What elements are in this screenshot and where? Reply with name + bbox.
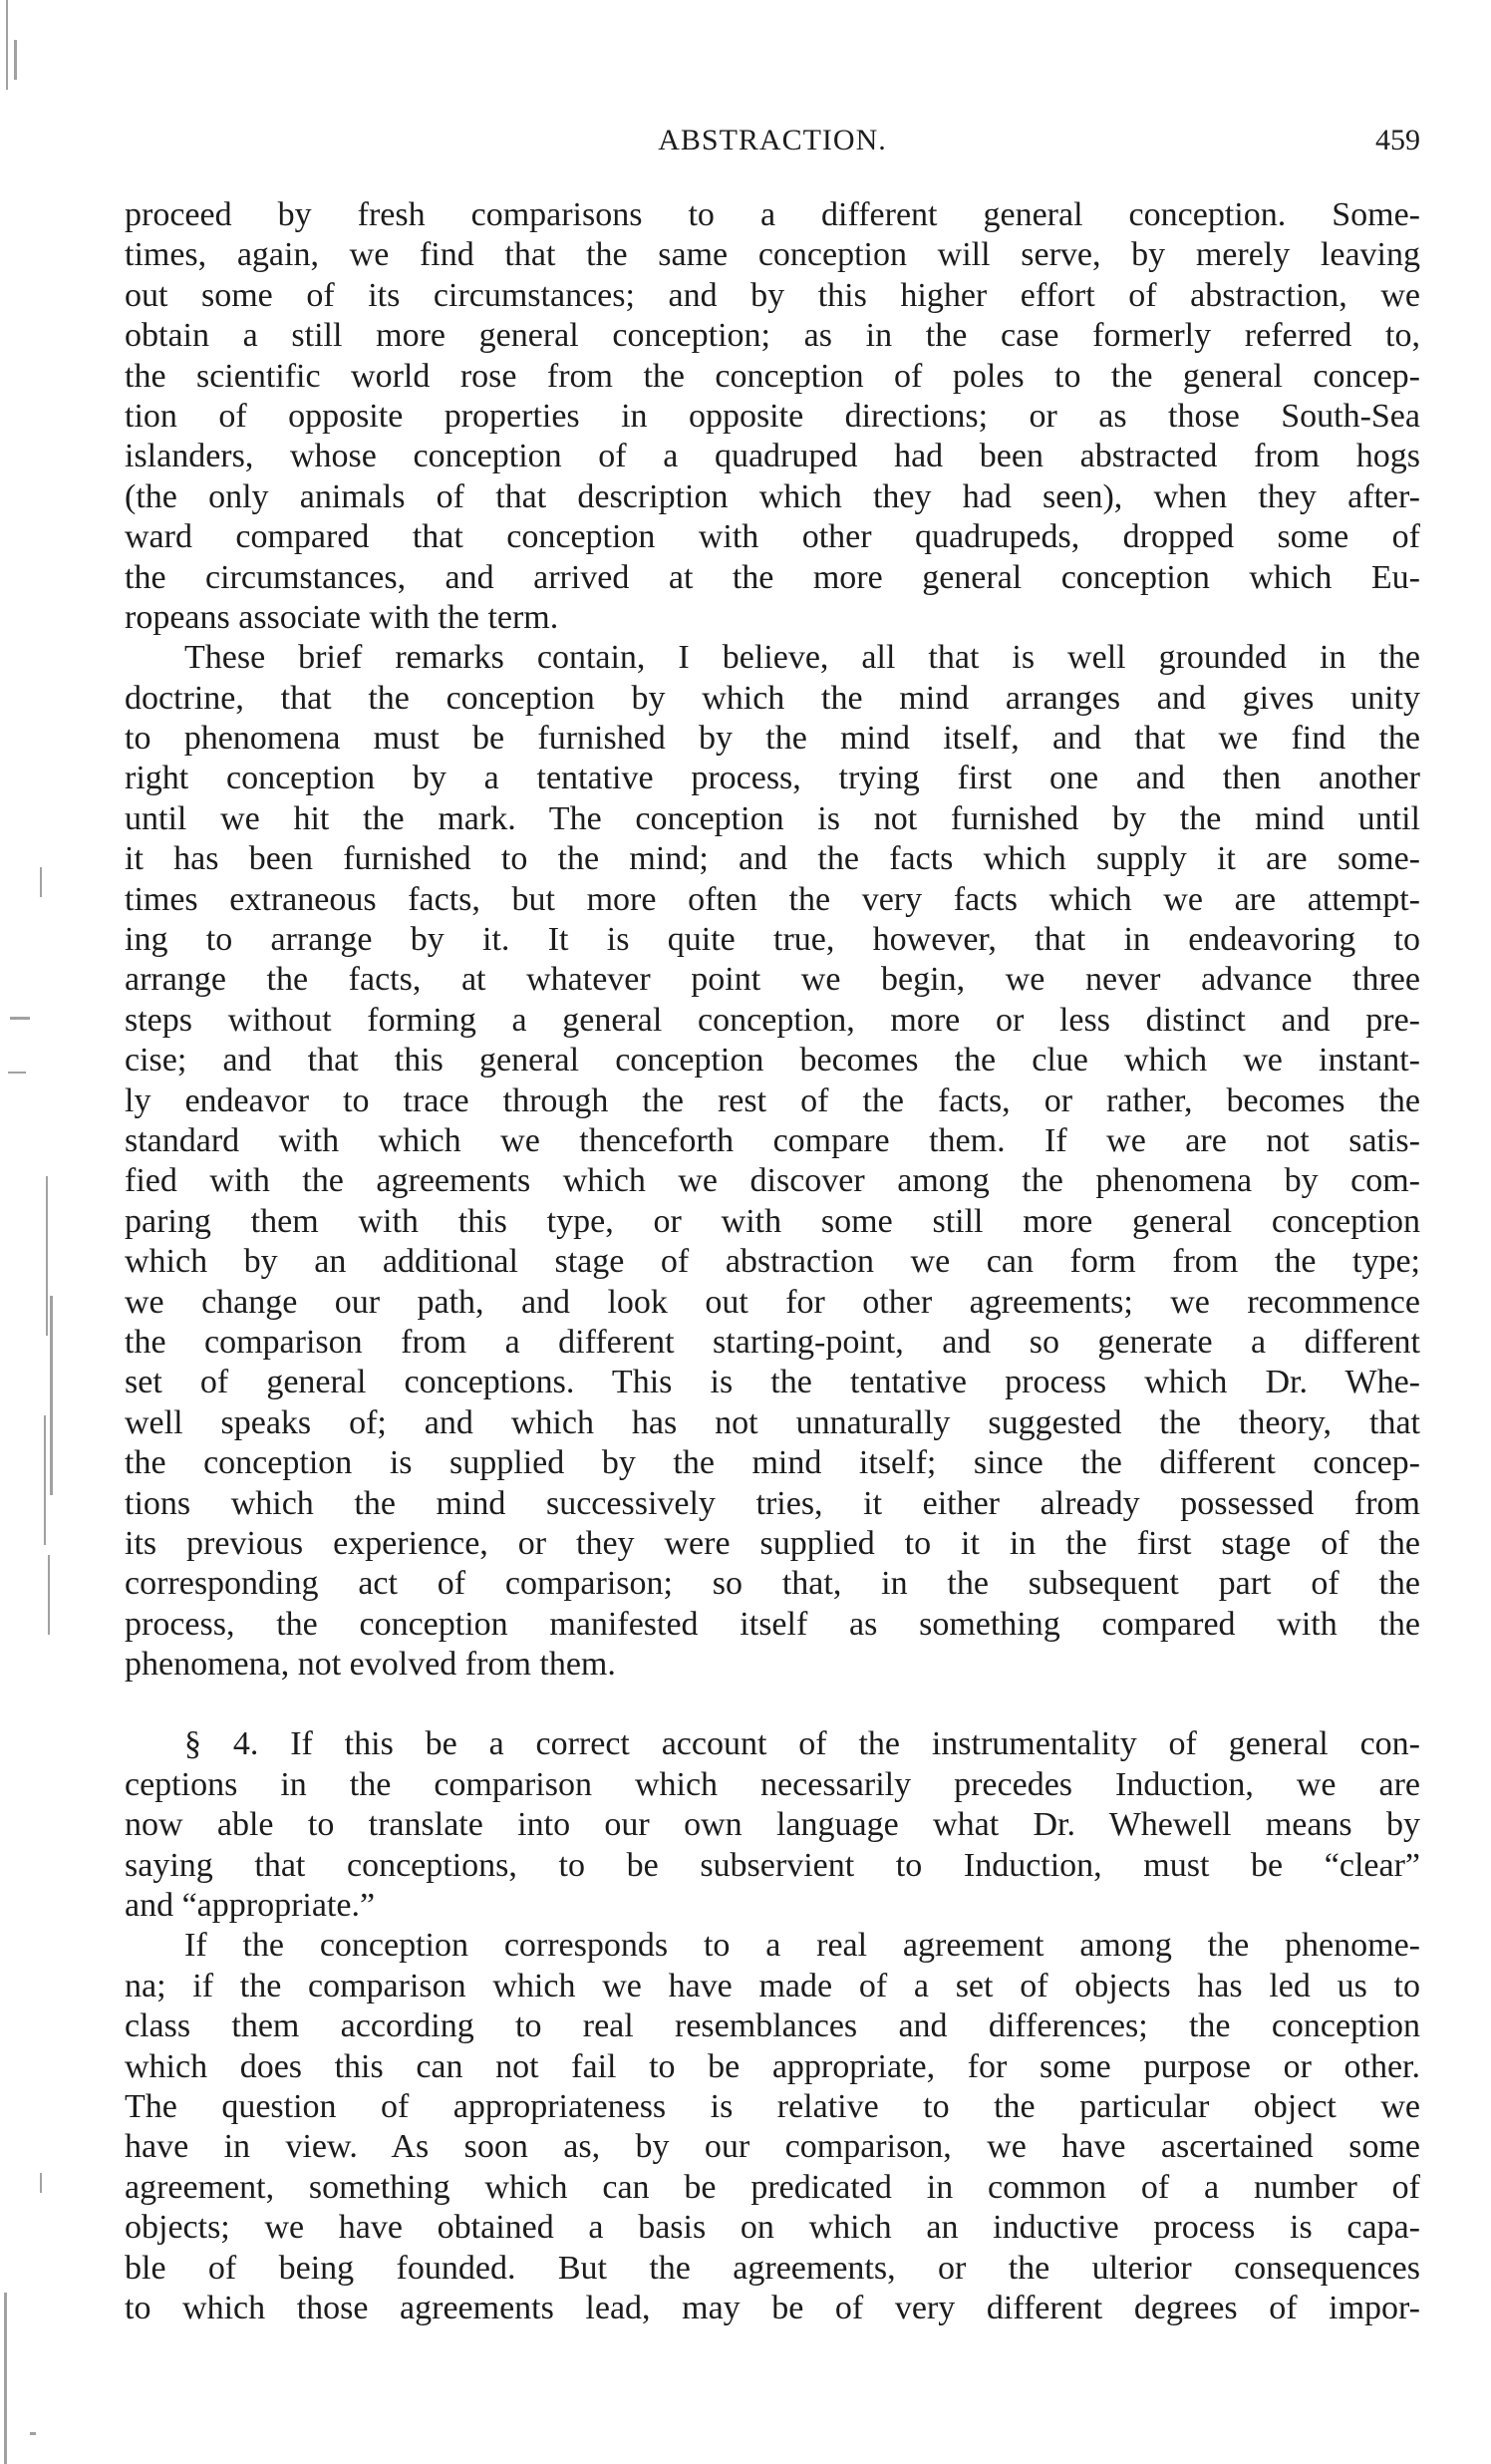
text-line: tion of opposite properties in opposite directions; or as those South-Sea — [125, 397, 1420, 435]
text-line: arrange the facts, at whatever point we begin, we never advance three — [125, 961, 1420, 999]
text-line: obtain a still more general conception; as in the case formerly referred to, — [125, 317, 1420, 355]
text-line: agreement, something which can be predicated in common of a number of — [125, 2168, 1420, 2206]
text-line: (the only animals of that description which they had seen), when they after- — [125, 477, 1420, 515]
text-line: ward compared that conception with other quadrupeds, dropped some of — [125, 518, 1420, 556]
running-title: ABSTRACTION. — [658, 124, 887, 156]
text-line: ble of being founded. But the agreements, or the ulterior consequences — [125, 2249, 1420, 2287]
paragraph — [125, 638, 1420, 1685]
text-line: paring them with this type, or with some still more general conception — [125, 1202, 1420, 1240]
text-line: saying that conceptions, to be subservient to Induction, must be “clear” — [125, 1846, 1420, 1884]
text-line: set of general conceptions. This is the tentative process which Dr. Whe- — [125, 1364, 1420, 1401]
text-line: until we hit the mark. The conception is not furnished by the mind until — [125, 799, 1420, 837]
text-line: process, the conception manifested itself as something compared with the — [125, 1605, 1420, 1643]
text-line: § 4. If this be a correct account of the instrumentality of general con- — [184, 1725, 1420, 1763]
text-line: ropeans associate with the term. — [125, 598, 559, 636]
text-line: If the conception corresponds to a real agreement among the phenome- — [184, 1927, 1420, 1965]
scan-edge-marks — [0, 0, 80, 2464]
paragraph — [125, 1926, 1420, 2328]
text-line: times extraneous facts, but more often the very facts which we are attempt- — [125, 880, 1420, 918]
text-line: cise; and that this general conception becomes the clue which we instant- — [125, 1042, 1420, 1079]
text-line: the circumstances, and arrived at the more general conception which Eu- — [125, 558, 1420, 596]
text-line: times, again, we find that the same conception will serve, by merely leaving — [125, 236, 1420, 274]
text-line: to which those agreements lead, may be of very different degrees of impor- — [125, 2289, 1420, 2326]
text-line: class them according to real resemblances and differences; the conception — [125, 2007, 1420, 2045]
text-line: na; if the comparison which we have made of a set of objects has led us to — [125, 1967, 1420, 2004]
section-gap — [125, 1685, 1420, 1724]
text-line: it has been furnished to the mind; and the facts which supply it are some- — [125, 840, 1420, 878]
text-line: The question of appropriateness is relative to the particular object we — [125, 2087, 1420, 2125]
text-line: well speaks of; and which has not unnaturally suggested the theory, that — [125, 1403, 1420, 1441]
running-header — [125, 124, 1420, 167]
text-line: which does this can not fail to be appropriate, for some purpose or other. — [125, 2047, 1420, 2085]
text-line: and “appropriate.” — [125, 1887, 376, 1925]
text-line: phenomena, not evolved from them. — [125, 1646, 616, 1684]
page-number: 459 — [1375, 124, 1420, 156]
body-text — [125, 195, 1420, 2328]
text-line: proceed by fresh comparisons to a different general conception. Some- — [125, 196, 1420, 233]
text-line: ing to arrange by it. It is quite true, however, that in endeavoring to — [125, 921, 1420, 959]
text-line: which by an additional stage of abstraction we can form from the type; — [125, 1243, 1420, 1281]
text-line: its previous experience, or they were supplied to it in the first stage of the — [125, 1524, 1420, 1562]
text-line: out some of its circumstances; and by this higher effort of abstraction, we — [125, 276, 1420, 314]
text-line: fied with the agreements which we discover among the phenomena by com- — [125, 1162, 1420, 1200]
text-line: to phenomena must be furnished by the mind itself, and that we find the — [125, 720, 1420, 758]
text-line: objects; we have obtained a basis on which an inductive process is capa- — [125, 2209, 1420, 2247]
text-line: the conception is supplied by the mind itself; since the different concep- — [125, 1444, 1420, 1482]
text-line: the comparison from a different starting-point, and so generate a different — [125, 1323, 1420, 1361]
text-line: ceptions in the comparison which necessarily precedes Induction, we are — [125, 1765, 1420, 1803]
text-line: islanders, whose conception of a quadruped had been abstracted from hogs — [125, 438, 1420, 475]
text-line: tions which the mind successively tries, it either already possessed from — [125, 1484, 1420, 1522]
text-line: have in view. As soon as, by our comparison, we have ascertained some — [125, 2128, 1420, 2166]
text-line: standard with which we thenceforth compare them. If we are not satis- — [125, 1121, 1420, 1159]
text-line: doctrine, that the conception by which the mind arranges and gives unity — [125, 679, 1420, 717]
text-line: corresponding act of comparison; so that, in the subsequent part of the — [125, 1565, 1420, 1603]
text-line: right conception by a tentative process, trying first one and then another — [125, 760, 1420, 797]
text-line: These brief remarks contain, I believe, all that is well grounded in the — [184, 639, 1420, 677]
text-line: now able to translate into our own language what Dr. Whewell means by — [125, 1806, 1420, 1844]
text-line: we change our path, and look out for other agreements; we recommence — [125, 1283, 1420, 1321]
text-line: steps without forming a general conception, more or less distinct and pre- — [125, 1001, 1420, 1039]
text-line: the scientific world rose from the conception of poles to the general concep- — [125, 357, 1420, 395]
paragraph — [125, 195, 1420, 638]
text-line: ly endeavor to trace through the rest of the facts, or rather, becomes the — [125, 1081, 1420, 1119]
paragraph — [125, 1724, 1420, 1926]
